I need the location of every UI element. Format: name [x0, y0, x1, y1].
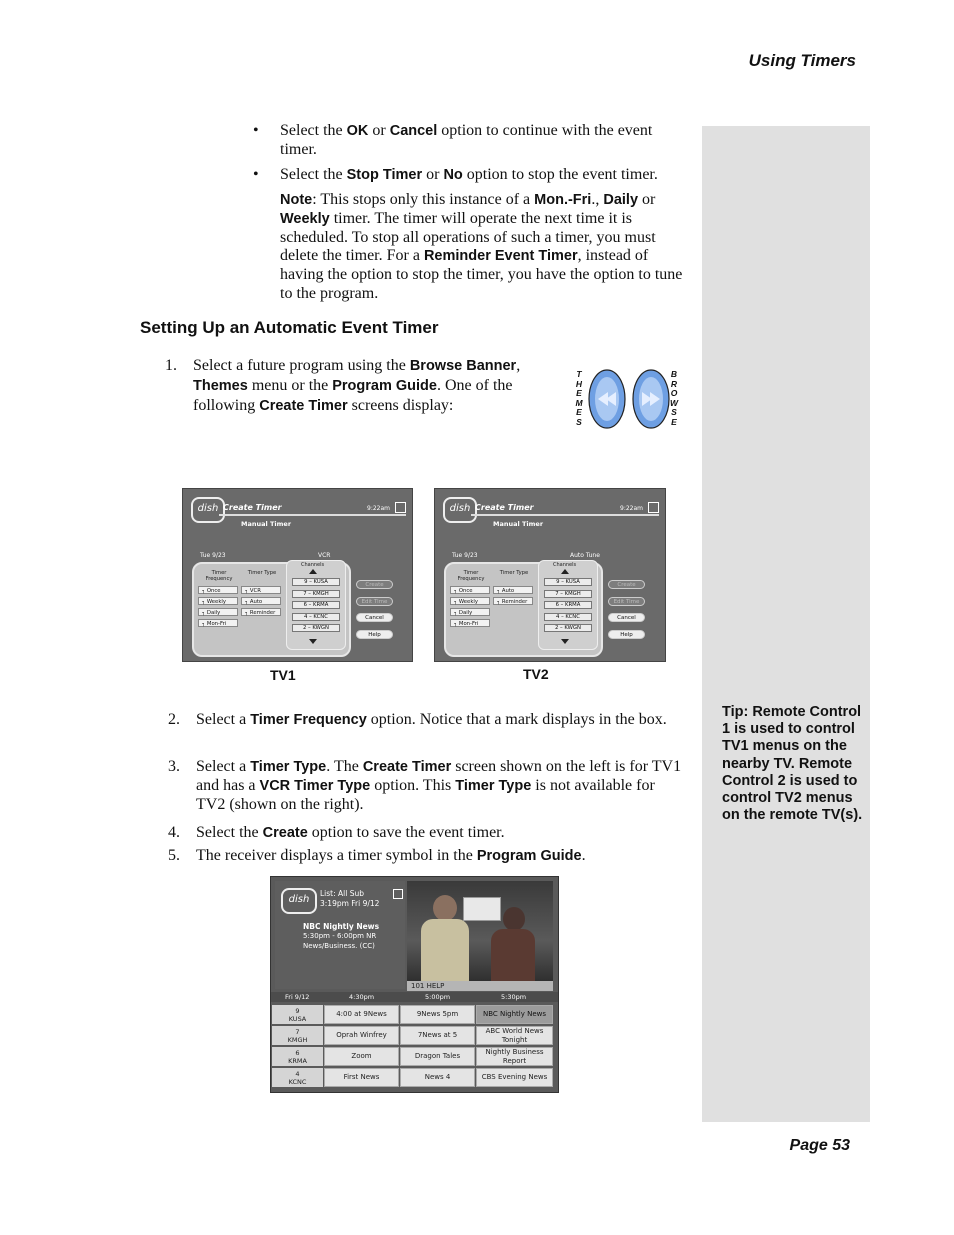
- guide-program: 7News at 5: [400, 1026, 475, 1045]
- tv2-label: TV2: [523, 666, 549, 682]
- timer-icon: [393, 889, 403, 899]
- guide-show-genre: News/Business. (CC): [303, 942, 375, 950]
- frequency-header: Timer Frequency: [205, 570, 233, 582]
- step-4: 4. Select the Create option to save the event timer.: [168, 824, 505, 841]
- guide-program: ABC World News Tonight: [476, 1026, 553, 1045]
- bullet-icon: •: [253, 122, 259, 139]
- tv1-label: TV1: [270, 667, 296, 683]
- frequency-option: ┐ Weekly: [198, 597, 238, 605]
- page-number: Page 53: [789, 1137, 850, 1154]
- guide-channel: 7 KMGH: [272, 1026, 323, 1045]
- frequency-header: Timer Frequency: [457, 570, 485, 582]
- guide-program: News 4: [400, 1068, 475, 1087]
- guide-program: First News: [324, 1068, 399, 1087]
- screen-button: Create: [608, 580, 645, 589]
- guide-row: [271, 1067, 558, 1087]
- step-1: 1. Select a future program using the Browse Banner, Themes menu or the Program Guide. One of the following Create Timer screens display:: [165, 357, 521, 414]
- type-option: ┐ Reminder: [493, 597, 533, 605]
- channels-panel: [538, 560, 598, 650]
- scroll-up-icon: [309, 569, 317, 574]
- scroll-up-icon: [561, 569, 569, 574]
- guide-row: [271, 1025, 558, 1045]
- program-your-remote-sign: [463, 897, 501, 921]
- program-guide-screen: [270, 876, 559, 1093]
- channel-item: 7 – KMGH: [544, 590, 592, 598]
- frequency-option: ┐ Once: [198, 586, 238, 594]
- screen-subtitle: Manual Timer: [241, 520, 292, 528]
- sidebar-panel: [702, 126, 870, 1122]
- preview-video: [407, 881, 553, 981]
- bullet-icon: •: [253, 166, 259, 183]
- channel-item: 4 – KCNC: [292, 613, 340, 621]
- timer-mode: VCR: [318, 552, 331, 559]
- running-header: Using Timers: [748, 51, 856, 70]
- frequency-option: ┐ Mon-Fri: [198, 619, 238, 627]
- create-timer-screen-tv2: [434, 488, 666, 662]
- screen-button: Create: [356, 580, 393, 589]
- arrow-buttons-icon: [586, 368, 672, 430]
- screen-subtitle: Manual Timer: [493, 520, 544, 528]
- guide-channel: 4 KCNC: [272, 1068, 323, 1087]
- guide-time-bar: Fri 9/12 4:30pm 5:00pm 5:30pm: [271, 992, 558, 1002]
- guide-row: [271, 1046, 558, 1066]
- guide-program: 9News 5pm: [400, 1005, 475, 1024]
- step-number: 2.: [168, 711, 180, 728]
- guide-show-time: 5:30pm - 6:00pm NR: [303, 932, 377, 940]
- step-number: 1.: [165, 357, 177, 374]
- channels-panel: [286, 560, 346, 650]
- dish-logo: dish: [443, 497, 477, 523]
- channels-header: Channels: [553, 562, 577, 568]
- section-heading: Setting Up an Automatic Event Timer: [140, 318, 439, 337]
- screen-date: Tue 9/23: [200, 552, 226, 559]
- channel-item: 9 – KUSA: [292, 578, 340, 586]
- step-number: 4.: [168, 824, 180, 841]
- screen-time: 9:22am: [620, 505, 643, 512]
- step-5: 5. The receiver displays a timer symbol in the Program Guide.: [168, 847, 586, 864]
- guide-program: NBC Nightly News: [476, 1005, 553, 1024]
- type-header: Timer Type: [247, 570, 277, 576]
- bullet-item: • Select the Stop Timer or No option to stop the event timer.: [253, 166, 658, 183]
- frequency-option: ┐ Weekly: [450, 597, 490, 605]
- themes-label: T H E M E S: [575, 369, 583, 427]
- channel-item: 6 – KRMA: [292, 601, 340, 609]
- scroll-down-icon: [561, 639, 569, 644]
- guide-program: Zoom: [324, 1047, 399, 1066]
- screen-date: Tue 9/23: [452, 552, 478, 559]
- type-option: ┐ Auto: [493, 586, 533, 594]
- screen-button: Cancel: [608, 613, 645, 622]
- create-timer-screen-tv1: [182, 488, 413, 662]
- step-number: 5.: [168, 847, 180, 864]
- browse-label: B R O W S E: [669, 369, 679, 427]
- frequency-option: ┐ Daily: [198, 608, 238, 616]
- type-option: ┐ VCR: [241, 586, 281, 594]
- step-3: 3. Select a Timer Type. The Create Timer screen shown on the left is for TV1 and has a VCR Timer Type option. This Timer Type is not available for TV2 (shown on the right).: [168, 758, 682, 813]
- timer-mode: Auto Tune: [570, 552, 600, 559]
- channels-header: Channels: [301, 562, 325, 568]
- help-channel-bar: 101 HELP: [407, 981, 553, 991]
- screen-time: 9:22am: [367, 505, 390, 512]
- guide-channel: 9 KUSA: [272, 1005, 323, 1024]
- screen-button: Edit Time: [608, 597, 645, 606]
- screen-title: Create Timer: [223, 503, 282, 512]
- guide-program: Oprah Winfrey: [324, 1026, 399, 1045]
- type-header: Timer Type: [499, 570, 529, 576]
- guide-program: Nightly Business Report: [476, 1047, 553, 1066]
- scroll-down-icon: [309, 639, 317, 644]
- screen-button: Help: [608, 630, 645, 639]
- channel-item: 9 – KUSA: [544, 578, 592, 586]
- frequency-option: ┐ Daily: [450, 608, 490, 616]
- frequency-option: ┐ Mon-Fri: [450, 619, 490, 627]
- channel-item: 2 – KWGN: [292, 624, 340, 632]
- tip-text: Tip: Remote Control 1 is used to control TV1 menus on the nearby TV. Remote Control 2 is used to control TV2 menus on the remote TV(s).: [722, 704, 863, 824]
- timer-options-panel: [192, 562, 351, 657]
- type-option: ┐ Reminder: [241, 608, 281, 616]
- guide-info-panel: [275, 881, 405, 989]
- title-rule: [471, 514, 659, 516]
- guide-list: List: All Sub: [320, 889, 364, 898]
- step-number: 3.: [168, 758, 180, 775]
- screen-title: Create Timer: [475, 503, 534, 512]
- guide-program: CBS Evening News: [476, 1068, 553, 1087]
- dish-logo: dish: [191, 497, 225, 523]
- guide-channel: 6 KRMA: [272, 1047, 323, 1066]
- guide-program: 4:00 at 9News: [324, 1005, 399, 1024]
- note-paragraph: Note: This stops only this instance of a Mon.-Fri., Daily or Weekly timer. The timer will operate the next time it is scheduled. To stop all operations of such a timer, you must delete the timer. For a Reminder Event Timer, instead of having the option to stop the timer, you have the option to tune to the program.: [280, 191, 683, 302]
- guide-program: Dragon Tales: [400, 1047, 475, 1066]
- title-rule: [219, 514, 406, 516]
- bullet-item: • Select the OK or Cancel option to continue with the event timer.: [253, 122, 653, 158]
- type-option: ┐ Auto: [241, 597, 281, 605]
- channel-item: 4 – KCNC: [544, 613, 592, 621]
- guide-datetime: 3:19pm Fri 9/12: [320, 899, 380, 908]
- channel-item: 7 – KMGH: [292, 590, 340, 598]
- timer-options-panel: [444, 562, 603, 657]
- screen-button: Cancel: [356, 613, 393, 622]
- channel-item: 6 – KRMA: [544, 601, 592, 609]
- timer-icon: [395, 502, 406, 513]
- guide-show-title: NBC Nightly News: [303, 922, 380, 931]
- step-2: 2. Select a Timer Frequency option. Notice that a mark displays in the box.: [168, 711, 667, 728]
- channel-item: 2 – KWGN: [544, 624, 592, 632]
- dish-logo: dish: [281, 888, 317, 914]
- screen-button: Help: [356, 630, 393, 639]
- frequency-option: ┐ Once: [450, 586, 490, 594]
- guide-row: [271, 1004, 558, 1024]
- timer-icon: [648, 502, 659, 513]
- screen-button: Edit Time: [356, 597, 393, 606]
- remote-themes-browse-icon: [570, 366, 685, 432]
